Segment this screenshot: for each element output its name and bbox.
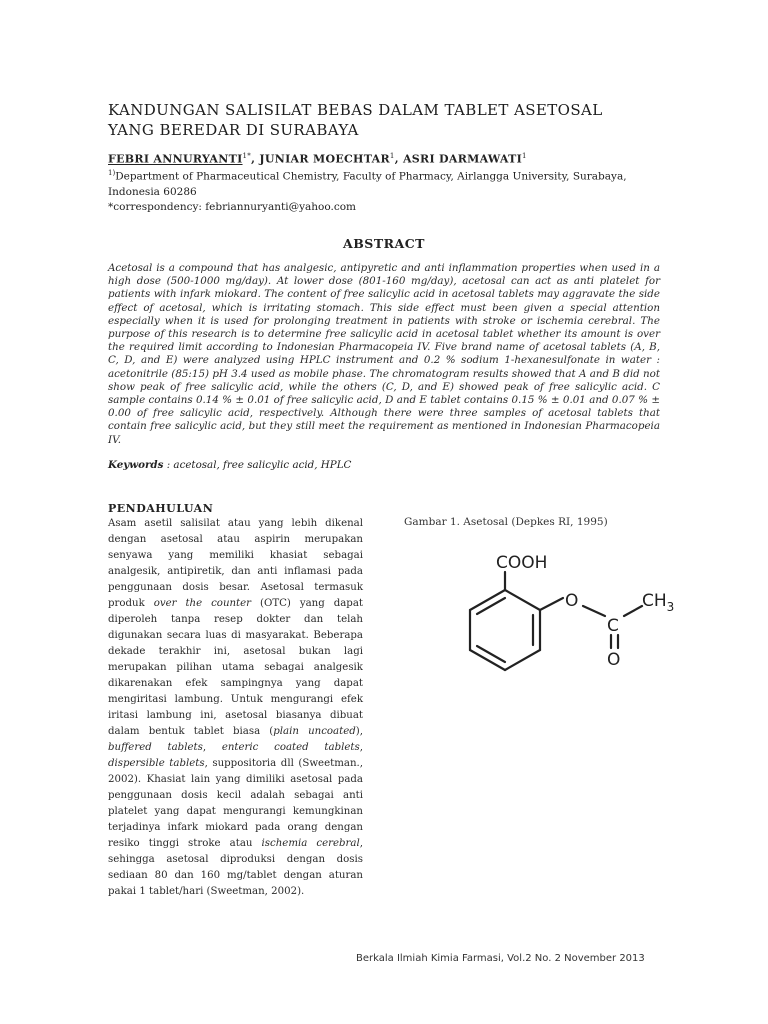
carbonyl-oxygen-label: O: [607, 650, 621, 670]
body-segment: , sehingga asetosal diproduksi dengan dosis sediaan 80 dan 160 mg/tablet dengan aturan pakai 1 tablet/hari (Sweetman, 2002).: [108, 838, 363, 897]
ring-bond: [505, 590, 540, 610]
body-italic-term: plain uncoated: [273, 726, 356, 737]
body-italic-term: ischemia cerebral: [261, 838, 360, 849]
affiliation-mark: 1): [108, 169, 116, 177]
body-italic-term: dispersible tablets: [108, 758, 205, 769]
carbonyl-carbon-label: C: [607, 616, 619, 636]
cooh-label: COOH: [496, 553, 548, 573]
author-2: JUNIAR MOECHTAR: [259, 152, 390, 166]
author-3-affiliation-mark: 1: [522, 152, 527, 160]
paper-title: [108, 100, 668, 140]
abstract-heading: ABSTRACT: [343, 236, 425, 251]
body-italic-term: enteric coated tablets: [221, 742, 360, 753]
correspondence-line: *correspondency: febriannuryanti@yahoo.com: [108, 200, 356, 213]
body-segment: , suppositoria dll (Sweetman., 2002). Khasiat lain yang dimiliki asetosal pada penggunaan dosis kecil adalah sebagai anti platelet yang dapat mengurangi kemungkinan terjadinya infark miokard pada orang dengan resiko tinggi stroke atau: [108, 758, 363, 849]
keywords-line: [108, 459, 660, 471]
atom-labels: [496, 553, 674, 670]
author-list: [108, 152, 668, 166]
affiliation-block: [108, 166, 668, 215]
author-separator: ,: [251, 152, 260, 166]
ether-oxygen-label: O: [565, 591, 579, 611]
body-segment: ),: [355, 726, 363, 737]
affiliation-line: [108, 166, 668, 200]
journal-footer: Berkala Ilmiah Kimia Farmasi, Vol.2 No. 2 November 2013: [356, 953, 645, 964]
paper-title-line-2: YANG BEREDAR DI SURABAYA: [108, 121, 359, 139]
ring-double-bond: [477, 598, 505, 614]
section-heading-pendahuluan: PENDAHULUAN: [108, 502, 214, 515]
acetosal-structure-diagram: [420, 538, 700, 688]
figure-caption: Gambar 1. Asetosal (Depkes RI, 1995): [404, 516, 608, 528]
keywords-text: : acetosal, free salicylic acid, HPLC: [163, 459, 352, 471]
abstract-body: Acetosal is a compound that has analgesic, antipyretic and anti inflammation properties when used in a high dose (500-1000 mg/day). At lower dose (801-160 mg/day), acetosal can act as anti platelet for patients with infark miokard. The content of free salicylic acid in acetosal tablets may aggravate the side effect of acetosal, which is irritating stomach. This side effect must been given a special attention especially when it is used for prolonging treatment in patients with stroke or ischemia cerebral. The purpose of this research is to determine free salicylic acid in acetosal tablet whether its amount is over the required limit according to Indonesian Pharmacopeia IV. Five brand name of acetosal tablets (A, B, C, D, and E) were analyzed using HPLC instrument and 0.2 % sodium 1-hexanesulfonate in water : acetonitrile (85:15) pH 3.4 used as mobile phase. The chromatogram results showed that A and B did not show peak of free salicylic acid, while the others (C, D, and E) showed peak of free salicylic acid. C sample contains 0.14 % ± 0.01 of free salicylic acid, D and E tablet contains 0.15 % ± 0.01 and 0.07 % ± 0.00 of free salicylic acid, respectively. Although there were three samples of acetosal tablets that contain free salicylic acid, but they still meet the requirement as mentioned in Indonesian Pharmacopeia IV.: [108, 262, 660, 446]
body-segment: (OTC) yang dapat diperoleh tanpa resep dokter dan telah digunakan secara luas di masyarakat. Beberapa dekade terakhir ini, asetosal bukan lagi merupakan pilihan utama sebagai analgesik dikarenakan efek sampingnya yang dapat mengiritasi lambung. Untuk mengurangi efek iritasi lambung ini, asetosal biasanya dibuat dalam bentuk tablet biasa (: [108, 598, 363, 737]
body-segment: Asam asetil salisilat atau yang lebih dikenal dengan asetosal atau aspirin merupakan senyawa yang memiliki khasiat sebagai analgesik, antipiretik, dan anti inflamasi pada penggunaan dosis besar. Asetosal termasuk produk: [108, 518, 363, 609]
author-1: FEBRI ANNURYANTI: [108, 152, 243, 166]
author-separator: ,: [394, 152, 403, 166]
bond-ring-to-oxygen: [540, 598, 563, 610]
body-segment: ,: [202, 742, 222, 753]
section-body-text: [108, 516, 363, 900]
author-3: ASRI DARMAWATI: [402, 152, 523, 166]
affiliation-text: Department of Pharmaceutical Chemistry, Faculty of Pharmacy, Airlangga University, Surabaya, Indonesia 60286: [108, 170, 627, 198]
body-segment: ,: [359, 742, 363, 753]
ring-bond: [505, 650, 540, 670]
author-2-affiliation-mark: 1: [389, 152, 395, 160]
benzene-ring: [470, 590, 540, 670]
paper-title-line-1: KANDUNGAN SALISILAT BEBAS DALAM TABLET ASETOSAL: [108, 101, 603, 119]
author-1-affiliation-mark: 1*: [242, 152, 252, 160]
methyl-label: $CH_3$: [642, 591, 675, 614]
body-italic-term: buffered tablets: [108, 742, 203, 753]
bond-carbon-to-methyl: [624, 606, 642, 616]
bond-oxygen-to-carbon: [583, 606, 605, 616]
body-italic-term: over the counter: [153, 598, 252, 609]
keywords-label: Keywords: [108, 459, 164, 471]
ring-double-bond: [477, 646, 505, 662]
